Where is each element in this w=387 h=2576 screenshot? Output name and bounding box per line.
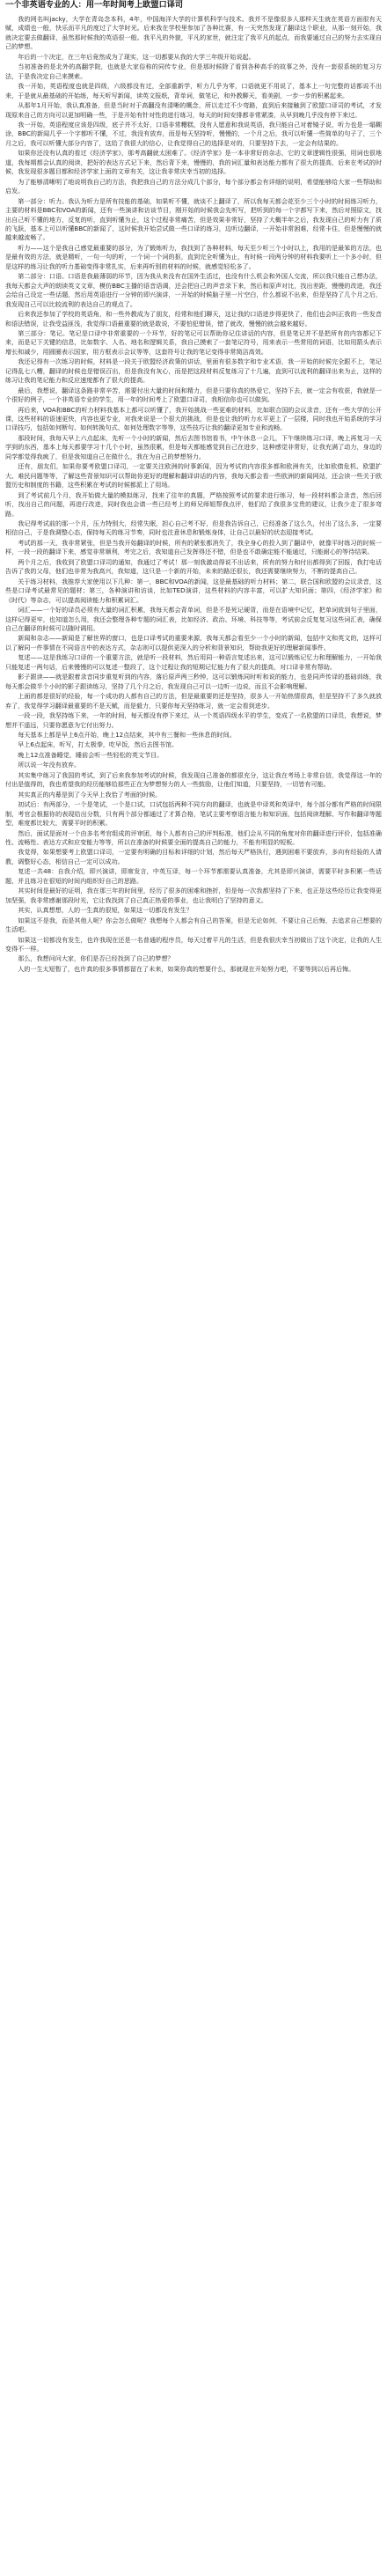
article-paragraph: 我一开始，英语程度也就是四级，六级都没有过，全部重新学，听力几乎为零，口语就更不用说了，基本上一句完整的话都说不出来，于是就从最基础的开始练，每天听写新闻，读英文报纸，背单词，做笔记，和外教聊天，看美剧，一步一步的积累起来。 <box>5 82 382 99</box>
article-paragraph: 如果这一切都没有发生，也许我现在还是一名普通的程序员，每天过着平凡的生活，但是我很庆幸当初做出了这个决定，让我的人生变得不一样。 <box>5 935 382 953</box>
article-paragraph: 两个月之后，我收到了欧盟口译司的通知，我通过了考试！那一刻我激动得说不出话来，所有的努力和付出都得到了回报，我打电话告诉了我的父母，他们也非常为我高兴，我知道，这只是一个新的开始，未来的路还很长，我还需要继续努力，不断的提高自己。 <box>5 557 382 576</box>
article-paragraph: 第一部分：听力。我认为听力是所有技能的基础，如果听不懂，就谈不上翻译了，所以我每天都会花至少三个小时的时间练习听力，主要的材料是BBC和VOA的新闻，还有一些演讲和访谈节目，刚开始的时候我会先听写，把听到的每一个字都写下来，然后对照原文，找出自己听不懂的地方，反复的听，直到听懂为止，这个过程非常痛苦，但是效果非常好，坚持了大概半年之后，我发现自己的听力有了质的飞跃，基本上可以听懂BBC的新闻了，这时候我开始尝试做一些口译的练习，边听边翻译，一开始非常困难，经常卡住，但是慢慢的就越来越流畅了。 <box>5 196 382 242</box>
article-paragraph: 到了考试前几个月，我开始做大量的模拟练习，找来了往年的真题，严格按照考试的要求进行练习，每一段材料都会录音，然后回听，找出自己的问题，再进行改进，同时我也会请一些已经考上的师兄师姐帮我点评，他们给了我很多宝贵的建议，让我少走了很多弯路。 <box>5 490 382 518</box>
article-paragraph: 第二部分：口语。口语是我最薄弱的环节，因为我从来没有在国外生活过，也没有什么机会和外国人交流，所以我只能自己想办法，我每天都会大声的朗读英文文章，模仿BBC主播的语音语调，还会把自己的声音录下来，然后和原声对比，找出差距，慢慢的改进，我还会给自己设定一些话题，然后用英语进行一分钟的即兴演讲，一开始的时候脑子里一片空白，什么都说不出来，但是坚持了几个月之后，我发现自己可以比较流利的表达自己的观点了。 <box>5 272 382 308</box>
article-paragraph: 从那年1月开始，我认真准备，但是当时对于高翻没有清晰的概念，所以走过不少弯路，直到后来接触到了欧盟口译司的考试，才发现原来自己的方向可以更加明确一些，于是开始有针对性的进行练习，每天的时间安排都非常紧凑，从早到晚几乎没有停下来过。 <box>5 101 382 119</box>
article-paragraph: 其实真正的内幕是到了今天早上我恰了考面的时候。 <box>18 790 162 799</box>
article-paragraph: 关于练习材料，我推荐大家使用以下几种：第一，BBC和VOA的新闻，这是最基础的听力材料；第二，联合国和欧盟的会议录音，这些是口译考试最常见的题材；第三，各种演讲和访谈，比如TED演讲，这些材料的内容丰富，可以扩大知识面；第四，《经济学家》和《时代》等杂志，可以提高阅读能力和积累词汇。 <box>5 577 382 604</box>
article-paragraph: 初试后：有两部分，一个是笔试，一个是口试，口试包括两种不同方向的翻译，也就是中译英和英译中，每个部分都有严格的时间限制，考官会根据你的表现给出分数，只有两个部分都通过了才算合格，笔试主要考察语言能力和知识面，包括阅读理解、写作和翻译等题型，难度都比较大，需要平时的积累。 <box>5 800 382 828</box>
article-paragraph: 年后的一个决定，在三年后竟然成为了现实，这一切都要从我的大学三年级开始说起。 <box>18 52 255 61</box>
article-paragraph: 人的一生太短暂了，也许真的很多事情都留在了未来，如果你真的想要什么，那就现在开始努力吧，不要等到以后再后悔。 <box>18 964 355 973</box>
article-paragraph: 每天基本上都是早上6点开始，晚上12点结束，其中有三餐和一些休息的时间。 <box>18 730 236 739</box>
article-paragraph: 最后，我想说，翻译这条路非常辛苦，需要付出大量的时间和精力，但是只要你真的热爱它，坚持下去，就一定会有收获，我就是一个很好的例子，一个非英语专业的学生，用一年的时间考上了欧盟口译司，我相信你也可以做到。 <box>5 386 382 404</box>
article-paragraph: 影子跟读——就是跟着录音同步重复听到的内容，落后原声两三秒钟，这可以锻炼同时听和说的能力，也是同声传译的基础训练，我每天都会做半个小时的影子跟读练习，坚持了几个月之后，我发现自己可以一边听一边说，而且不会影响理解。 <box>5 673 382 690</box>
article-paragraph: 第三部分：笔记。笔记是口译中非常重要的一个环节，好的笔记可以帮助你记住讲话的内容，但是笔记并不是把所有的内容都记下来，而是记下关键的信息，比如数字、人名、地名和逻辑关系，我自己摸索了一套笔记符号，用来表示一些常用的词语，比如用箭头表示增长和减少，用圆圈表示国家，用方框表示会议等等，这套符号让我的笔记变得非常简洁高效。 <box>5 328 382 356</box>
article-paragraph: 我一开始，英语程度应该是四级，底子并不太好，口语非常糟糕，没有人愿意和我说英语，我只能自己对着镜子说，听力也是一塌糊涂，BBC的新闻几乎一个字都听不懂，不过，我没有放弃，而是每天坚持听，慢慢的，一个月之后，我可以听懂一些简单的句子了，三个月之后，我可以听懂大部分内容了，这给了我很大的信心，让我觉得自己的选择是对的，只要坚持下去，一定会有结果的。 <box>5 120 382 147</box>
article-paragraph: 复述一共48：自我介绍，即兴演讲，即席发言，中英互译，每一个环节都需要认真准备，尤其是即兴演讲，需要平时多积累一些话题，并且练习在很短的时间内组织好自己的思路。 <box>5 867 382 885</box>
article-paragraph: 其实时间是最好的证明，我在那三年的时间里，经历了很多的困难和挫折，但是每一次我都坚持了下来，也正是这些经历让我变得更加坚强，我非常感谢那段时光，它让我找到了自己真正热爱的事业，也让我明白了坚持的意义。 <box>5 887 382 904</box>
article-paragraph: 如果这不是我，而是其他人呢？你会怎么做呢？我想每个人都会有自己的答案，但是无论如何，不要让自己后悔，去追求自己想要的生活吧。 <box>5 916 382 934</box>
article-paragraph: 新闻和杂志——新闻是了解世界的窗口，也是口译考试的重要来源，我每天都会看至少一个小时的新闻，包括中文和英文的，这样可以了解同一件事情在不同语言中的表达方式，杂志则可以提供更深入的分析和背景知识，帮助我更好的理解新闻事件。 <box>5 634 382 651</box>
article-paragraph: 为了能够清晰明了地说明我自己的方法，我把我自己的方法分成几个部分，每个部分都会有详细的说明，希望能够给大家一些帮助和启发。 <box>5 177 382 195</box>
article-paragraph: 那段时间，我每天早上六点起床，先听一个小时的新闻，然后去图书馆看书，中午休息一会儿，下午继续练习口译，晚上再复习一天学到的东西，基本上每天都要学习十几个小时，虽然很累，但是每天都能感觉到自己在进步，这种感觉非常好，让我充满了动力，身边的同学都觉得我疯了，但是我知道自己在做什么，我在为自己的梦想努力。 <box>5 433 382 460</box>
article-paragraph: 一段一段，我坚持练下来，一年的时间，每天都没有停下来过，从一个英语四级水平的学生，变成了一名欧盟的口译员，我想说，梦想并不遥远，只要你愿意为它付出努力。 <box>5 711 382 729</box>
article-paragraph: 我还记得有一次练习的时候，材料是一段关于欧盟经济政策的讲话，里面有很多数字和专业术语，我一开始的时候完全跟不上，笔记记得乱七八糟，翻译的时候也是错误百出，但是我没有灰心，而是把这段材料反复练习了十几遍，直到可以流利的翻译出来为止，这样的练习让我的笔记能力和反应速度都有了很大的提高。 <box>5 357 382 385</box>
article-paragraph: 当初准备的是北外的高翻学院，也就是大家俗称的同传专业，但是那时候除了看到各种高手的故事之外，没有一套很系统的复习方法，于是我决定自己来摸索。 <box>5 63 382 80</box>
article-paragraph: 考试的那一天，我非常紧张，但是当我开始翻译的时候，所有的紧张都消失了，我全身心的投入到了翻译中，就像平时练习的时候一样，一段一段的翻译下来，感觉非常顺利，考完之后，我知道自己发挥得还不错，但是也不敢确定能不能通过，只能耐心的等待结果。 <box>5 538 382 556</box>
article-paragraph: 复述——这是我练习口译的一个重要方法，就是听一段材料，然后用同一种语言复述出来，这可以锻炼记忆力和理解能力，一开始我只能复述一两句话，后来慢慢的可以复述一整段了，这个过程让我的短期记忆能力有了很大的提高，对口译非常有帮助。 <box>5 653 382 671</box>
article-paragraph: 然后，面试是面对一个由多名考官组成的评审团，每个人都有自己的评判标准，他们会从不同的角度对你的翻译进行评价，包括准确性、流畅性、表达方式和应变能力等等，所以在准备的时候要全面的提高自己的能力，不能有明显的短板。 <box>5 828 382 846</box>
article-paragraph: 后来我还参加了学校的英语角，和一些外教成为了朋友，经常和他们聊天，这让我的口语进步得更快了，他们也会纠正我的一些发音和语法错误，让我受益匪浅，我觉得口语最重要的就是敢说，不要怕犯错误，错了就改，慢慢的就会越来越好。 <box>5 310 382 328</box>
article-paragraph: 还有，朋友们，如果你要考欧盟口译司，一定要关注欧洲的时事新闻，因为考试的内容很多都和欧洲有关，比如欧债危机、欧盟扩大、难民问题等等，了解这些背景知识可以帮助你更好的理解和翻译讲话的内容，我每天都会看一些欧洲的新闻网站，还会读一些关于欧盟历史和制度的书籍，这些积累在考试的时候都派上了用场。 <box>5 462 382 489</box>
article-paragraph: 其实集中练习了我国的考试，到了后来我参加考试的时候，我发现自己准备的都很充分，这让我在考场上非常自信，我觉得这一年的付出是值得的，我也希望我的经历能够给那些正在为梦想努力的人一些鼓励，让他们知道，只要坚持，一切皆有可能。 <box>5 770 382 789</box>
article-paragraph: 我的网名叫jacky，大学在青岛念本科，4年，中国海洋大学的计算机科学与技术。我并不是像很多人那样天生就在英语方面很有天赋，成绩也一般，快乐而平凡的度过了大学时光。后来我在学校里参加了各种比赛，有一天突然发现了翻译这个职业，从那一刻开始，我就决定要去做翻译，虽然那时候我的英语很一般。我平凡的外貌，平凡的家世，就注定了我平凡的起点，而我要通过自己的努力去实现自己的梦想。 <box>5 15 382 51</box>
article-paragraph: 上面的都是很好的经验，每一个成功的人都有自己的方法，但是最重要的还是坚持，很多人一开始热情很高，但是坚持不了多久就放弃了，我觉得学习翻译最重要的不是天赋，而是毅力，只要你每天坚持练习，就一定会看到进步。 <box>5 692 382 710</box>
article-title: 一个非英语专业的人：用一年时间考上欧盟口译司 <box>5 0 184 10</box>
article-paragraph: 再后来，VOA和BBC的听力材料我基本上都可以听懂了，我开始挑战一些更难的材料，比如联合国的会议录音，还有一些大学的公开课，这些材料的语速更快，内容也更专业，对我来说是一个很大的挑战，但是也让我的听力水平更上了一层楼，同时我也开始系统的学习口译技巧，包括如何断句、如何转换句式、如何处理数字等等，这些技巧让我的翻译更加专业和流畅。 <box>5 405 382 432</box>
article-paragraph: 那么，我想问问大家，你们是否已经找到了自己的梦想？ <box>18 954 174 963</box>
article-body <box>5 15 382 974</box>
article-paragraph: 我觉得，如果想要考上欧盟口译司，一定要有明确的目标和详细的计划，然后每天严格执行，遇到困难不要放弃，多向有经验的人请教，调整好心态，相信自己一定可以成功。 <box>5 848 382 865</box>
article-paragraph: 听力——这个是我自己感觉最重要的部分，为了锻炼听力，我找到了各种材料，每天至少听三个小时以上，我用的是最笨的方法，也是最有效的方法，就是精听，一句一句的听，一个词一个词的抠，直到完全听懂为止，有时候一段两分钟的材料我要听上一个多小时，但是这样的练习让我的听力基础变得非常扎实，后来再听别的材料的时候，就感觉轻松多了。 <box>5 243 382 270</box>
article-paragraph: 如果你还没有认真的看过《经济学家》，那考高翻就太困难了。《经济学家》是一本非常好的杂志，它的文章逻辑性很强，用词也很地道，我每期都会认真的阅读，把好的表达方式记下来，然后背下来，慢慢的，我的词汇量和表达能力都有了很大的提高，后来在考试的时候，我发现很多题目都和经济学家上面的文章有关，这让我非常庆幸当初的选择。 <box>5 149 382 176</box>
article-paragraph: 我记得考试前的那一个月，压力特别大，经常失眠，担心自己考不好，但是我告诉自己，已经准备了这么久，付出了这么多，一定要相信自己，于是我调整心态，保持每天的练习节奏，同时也注意休息和锻炼身体，让自己以最好的状态迎接考试。 <box>5 519 382 537</box>
article-paragraph: 所以说一年没有放弃。 <box>18 761 81 769</box>
article-paragraph: 其实，认真想想，人的一生真的很短，如果这一切都没有发生？ <box>18 906 193 915</box>
article-paragraph: 早上6点起床，听写，打太极拳，吃早饭，然后去图书馆。 <box>18 740 179 749</box>
article-paragraph: 晚上12点准备睡觉，睡前会听一些轻松的英文节目。 <box>18 750 164 759</box>
article-paragraph: 词汇——一个好的译员必须有大量的词汇积累，我每天都会背单词，但是不是死记硬背，而是在语境中记忆，把单词放到句子里面，这样记得更牢，也知道怎么用，我还会整理各种专题的词汇表，比如经济、政治、环境、科技等等，考试前会反复复习这些词汇表，确保自己在翻译的时候可以随时调用。 <box>5 606 382 632</box>
